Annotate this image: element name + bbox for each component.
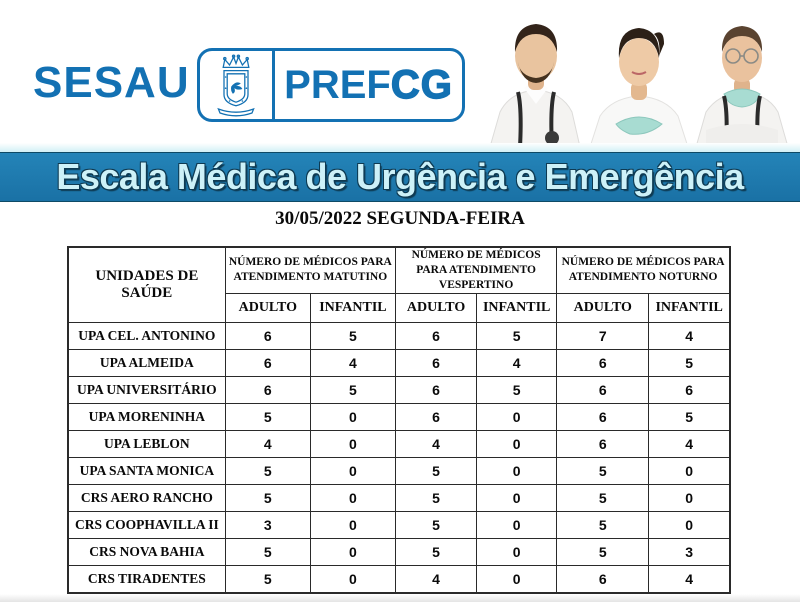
count-cell: 4: [477, 349, 557, 376]
cg-text: CG: [390, 63, 453, 107]
schedule-table: [67, 246, 731, 594]
table-row: [68, 538, 730, 565]
count-cell: 4: [225, 430, 310, 457]
count-cell: 5: [310, 322, 395, 349]
count-cell: 0: [310, 403, 395, 430]
count-cell: 5: [225, 403, 310, 430]
count-cell: 6: [557, 430, 649, 457]
coat-of-arms-icon: [211, 53, 261, 117]
page-title: Escala Médica de Urgência e Emergência: [56, 156, 744, 197]
count-cell: 6: [225, 322, 310, 349]
unit-cell: UPA SANTA MONICA: [68, 457, 225, 484]
unit-cell: UPA UNIVERSITÁRIO: [68, 376, 225, 403]
count-cell: 0: [310, 511, 395, 538]
group-header-noturno: NÚMERO DE MÉDICOS PARA ATENDIMENTO NOTURNO: [557, 247, 730, 293]
table-row: [68, 376, 730, 403]
count-cell: 0: [310, 484, 395, 511]
count-cell: 0: [477, 565, 557, 593]
count-cell: 4: [649, 565, 730, 593]
subcol-adulto: ADULTO: [557, 293, 649, 322]
prefcg-logo: [197, 48, 465, 122]
count-cell: 7: [557, 322, 649, 349]
count-cell: 5: [395, 457, 476, 484]
subcol-infantil: INFANTIL: [310, 293, 395, 322]
count-cell: 6: [395, 376, 476, 403]
table-row: [68, 403, 730, 430]
count-cell: 0: [649, 457, 730, 484]
count-cell: 6: [395, 322, 476, 349]
count-cell: 5: [649, 349, 730, 376]
pref-text: PREF: [284, 63, 391, 107]
count-cell: 3: [649, 538, 730, 565]
count-cell: 6: [225, 349, 310, 376]
table-row: [68, 484, 730, 511]
table-row: [68, 322, 730, 349]
count-cell: 0: [477, 538, 557, 565]
count-cell: 0: [310, 565, 395, 593]
count-cell: 6: [649, 376, 730, 403]
count-cell: 6: [557, 376, 649, 403]
bottom-shadow-band: [0, 594, 800, 602]
count-cell: 0: [477, 511, 557, 538]
unit-cell: CRS NOVA BAHIA: [68, 538, 225, 565]
count-cell: 5: [477, 376, 557, 403]
count-cell: 3: [225, 511, 310, 538]
table-row: [68, 511, 730, 538]
count-cell: 4: [395, 430, 476, 457]
count-cell: 6: [225, 376, 310, 403]
count-cell: 6: [395, 403, 476, 430]
count-cell: 5: [395, 538, 476, 565]
table-row: [68, 430, 730, 457]
count-cell: 5: [557, 484, 649, 511]
subcol-infantil: INFANTIL: [477, 293, 557, 322]
count-cell: 0: [477, 457, 557, 484]
count-cell: 6: [557, 403, 649, 430]
count-cell: 0: [649, 511, 730, 538]
unit-cell: UPA ALMEIDA: [68, 349, 225, 376]
sesau-logo: SESAU: [33, 58, 190, 107]
unit-cell: CRS COOPHAVILLA II: [68, 511, 225, 538]
count-cell: 5: [225, 565, 310, 593]
schedule-table-body: [68, 322, 730, 593]
table-row: [68, 565, 730, 593]
table-row: [68, 457, 730, 484]
count-cell: 0: [477, 403, 557, 430]
schedule-date: 30/05/2022 SEGUNDA-FEIRA: [275, 208, 525, 229]
header: [0, 0, 800, 147]
count-cell: 4: [649, 430, 730, 457]
count-cell: 6: [557, 349, 649, 376]
count-cell: 5: [395, 484, 476, 511]
count-cell: 4: [310, 349, 395, 376]
count-cell: 5: [395, 511, 476, 538]
title-banner: [0, 152, 800, 202]
unit-cell: CRS TIRADENTES: [68, 565, 225, 593]
group-header-row: [68, 247, 730, 293]
count-cell: 5: [225, 484, 310, 511]
table-row: [68, 349, 730, 376]
count-cell: 6: [395, 349, 476, 376]
count-cell: 5: [557, 538, 649, 565]
count-cell: 0: [477, 484, 557, 511]
subcol-adulto: ADULTO: [225, 293, 310, 322]
count-cell: 6: [557, 565, 649, 593]
cyan-divider-strip: [0, 143, 800, 152]
count-cell: 0: [649, 484, 730, 511]
unit-cell: UPA CEL. ANTONINO: [68, 322, 225, 349]
prefcg-wordmark: [275, 51, 462, 119]
count-cell: 4: [649, 322, 730, 349]
count-cell: 5: [477, 322, 557, 349]
unit-cell: CRS AERO RANCHO: [68, 484, 225, 511]
count-cell: 5: [557, 457, 649, 484]
count-cell: 0: [477, 430, 557, 457]
city-crest-icon: [200, 51, 275, 119]
count-cell: 0: [310, 430, 395, 457]
count-cell: 0: [310, 538, 395, 565]
count-cell: 5: [557, 511, 649, 538]
schedule-table-head: [68, 247, 730, 322]
count-cell: 5: [225, 538, 310, 565]
count-cell: 4: [395, 565, 476, 593]
subcol-adulto: ADULTO: [395, 293, 476, 322]
subcol-infantil: INFANTIL: [649, 293, 730, 322]
unit-column-header: UNIDADES DE SAÚDE: [68, 247, 225, 322]
count-cell: 0: [310, 457, 395, 484]
count-cell: 5: [225, 457, 310, 484]
count-cell: 5: [310, 376, 395, 403]
count-cell: 5: [649, 403, 730, 430]
doctors-photo: [478, 0, 800, 147]
unit-cell: UPA LEBLON: [68, 430, 225, 457]
group-header-matutino: NÚMERO DE MÉDICOS PARA ATENDIMENTO MATUTINO: [225, 247, 395, 293]
unit-cell: UPA MORENINHA: [68, 403, 225, 430]
group-header-vespertino: NÚMERO DE MÉDICOS PARA ATENDIMENTO VESPERTINO: [395, 247, 556, 293]
